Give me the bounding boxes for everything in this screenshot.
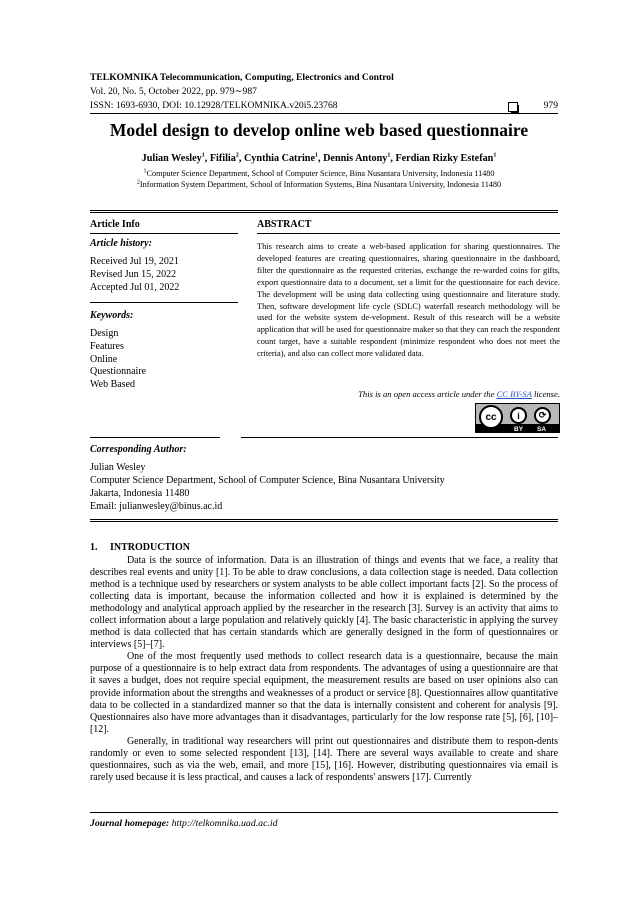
received-date: Received Jul 19, 2021 — [90, 256, 179, 267]
open-access-note — [257, 389, 560, 399]
keyword-item: Features — [90, 341, 124, 352]
author-aff-mark: 1 — [387, 152, 391, 159]
double-rule-bottom-b — [90, 521, 558, 522]
corresponding-author-heading: Corresponding Author: — [90, 444, 187, 455]
journal-issn — [90, 100, 558, 112]
author-name: Cynthia Catrine — [243, 153, 315, 164]
double-rule-bottom-a — [90, 519, 558, 520]
author-name: Fifilia — [209, 153, 236, 164]
keywords-rule — [90, 302, 238, 303]
affiliation-2 — [60, 180, 578, 189]
corresponding-name: Julian Wesley — [90, 462, 146, 473]
homepage-url[interactable]: http://telkomnika.uad.ac.id — [171, 818, 278, 829]
corresponding-location: Jakarta, Indonesia 11480 — [90, 488, 190, 499]
author-aff-mark: 1 — [201, 152, 205, 159]
intro-paragraph: Data is the source of information. Data is an illustration of things and events that we face, a reality that describes real events and unity [1]. To be able to draw conclusions, a data collection stage is needed. Data collection method is a technique used by researchers or system analysts to be able collect important facts [2]. So the process of collecting data is important, because the information collected and how it is explained is determined by the methodology and analytical approach applied by the researcher in the research [3]. Survey is an activity that aims to collect information about a large population and relatively quickly [4]. The basic characteristic in applying the survey method is data collected that has certain standards which are generally designed in the form of questionnaires or interviews [5]–[7]. — [90, 555, 558, 651]
introduction-heading: 1. INTRODUCTION — [90, 542, 191, 553]
corresponding-rule-right — [241, 437, 558, 438]
intro-paragraph: One of the most frequently used methods to collect research data is a questionnaire, because the main purpose of a questionnaire is to help extract data from respondents. The advantages of using a questionnaire are that it saves a budget, does not require special equipment, the measurement results are based on user opinions also can provide information about the strengths and weaknesses of a product or service [8]. Questionnaires allow quantitative data to be collected in a standardized manner so that the data is internally consistent and coherent for analysis [9]. Questionnaires also have more advantages than it disadvantages, particularly for the low response rate [5], [6], [10]–[12]. — [90, 651, 558, 735]
page-number: 979 — [543, 100, 558, 111]
author-name: Dennis Antony — [323, 153, 388, 164]
abstract-heading: ABSTRACT — [257, 219, 312, 230]
abstract-rule — [257, 233, 560, 234]
article-info-heading: Article Info — [90, 219, 140, 230]
intro-paragraph: Generally, in traditional way researchers will print out questionnaires and distribute them to respon-dents randomly or even to some selected respondent [13], [14]. There are several ways available to create and share questionnaires, such as via the web, email, and more [15], [16]. However, distributing questionnaires via email is rarely used because it is less practical, and causes a lack of respondents' answers [17]. Currently — [90, 735, 558, 783]
introduction-body — [90, 555, 558, 784]
keywords-heading: Keywords: — [90, 310, 134, 321]
cc-by-sa-link[interactable]: CC BY-SA — [496, 389, 532, 399]
revised-date: Revised Jun 15, 2022 — [90, 269, 177, 280]
double-rule-top-b — [90, 212, 558, 213]
author-aff-mark: 1 — [314, 152, 318, 159]
author-name: Julian Wesley — [141, 153, 202, 164]
corresponding-email: Email: julianwesley@binus.ac.id — [90, 501, 223, 512]
affiliation-text: Computer Science Department, School of Computer Science, Bina Nusantara University, Indonesia 11480 — [146, 169, 495, 178]
journal-name: TELKOMNIKA Telecommunication, Computing, Electronics and Control — [90, 72, 394, 83]
keyword-item: Web Based — [90, 379, 136, 390]
header-rule — [90, 113, 558, 114]
license-sa-label: SA — [537, 426, 547, 433]
affiliation-text: Information System Department, School of Information Systems, Bina Nusantara University, Indonesia 11480 — [139, 180, 502, 189]
oa-prefix: This is an open access article under the — [358, 389, 497, 399]
journal-homepage — [90, 818, 278, 829]
cc-logo-icon: cc — [479, 405, 503, 429]
double-rule-top-a — [90, 210, 558, 211]
article-info-rule — [90, 233, 238, 234]
author-aff-mark: 1 — [493, 152, 497, 159]
accepted-date: Accepted Jul 01, 2022 — [90, 282, 180, 293]
footer-rule — [90, 812, 558, 813]
affiliation-1 — [60, 169, 578, 178]
license-by-label: BY — [514, 426, 524, 433]
author-aff-mark: 2 — [235, 152, 239, 159]
keyword-item: Questionnaire — [90, 366, 147, 377]
journal-volume: Vol. 20, No. 5, October 2022, pp. 979∼987 — [90, 86, 257, 97]
affiliation-mark: 1 — [143, 168, 147, 175]
keyword-item: Design — [90, 328, 119, 339]
share-alike-icon: ⟳ — [534, 407, 551, 424]
corresponding-dept: Computer Science Department, School of Computer Science, Bina Nusantara University — [90, 475, 445, 486]
author-name: Ferdian Rizky Estefan — [395, 153, 494, 164]
oa-suffix: license. — [531, 389, 560, 399]
homepage-label: Journal homepage: — [90, 818, 170, 829]
cc-by-sa-badge-icon[interactable] — [475, 403, 560, 433]
attribution-icon: i — [510, 407, 527, 424]
issn-doi: ISSN: 1693-6930, DOI: 10.12928/TELKOMNIKA.v20i5.23768 — [90, 100, 338, 111]
author-list: Julian Wesley$^1$, Fifilia$^2$, Cynthia Catrine$^1$, Dennis Antony$^1$, Ferdian Rizky Estefan$^1$ — [141, 152, 497, 164]
affiliation-mark: 2 — [136, 179, 140, 186]
keyword-item: Online — [90, 354, 118, 365]
page-square-icon — [508, 102, 518, 112]
corresponding-rule-left — [90, 437, 220, 438]
article-history-heading: Article history: — [90, 238, 152, 249]
paper-title: Model design to develop online web based questionnaire — [109, 120, 529, 140]
abstract-text: This research aims to create a web-based application for sharing questionnaires. The developed features are creating questionnaires, sharing questionnaire in the dashboard, filter the questionnaire as the requested criterias, exchange the re-warded coins for gifts, export questionnaire data to a document, set a limit for the questionnaire for each device. The development will be using data collecting using questionnaire and literature study. Then, software development life cycle (SDLC) waterfall research methodology will be used for the website system de-velopment. Result of this research will be a website application that will be used for questionnaire maker so that they can reach the respondent count target, have a suitable respondent (minimize respondent who does not meet the criteria), and also can collect more validated data. — [257, 242, 560, 359]
